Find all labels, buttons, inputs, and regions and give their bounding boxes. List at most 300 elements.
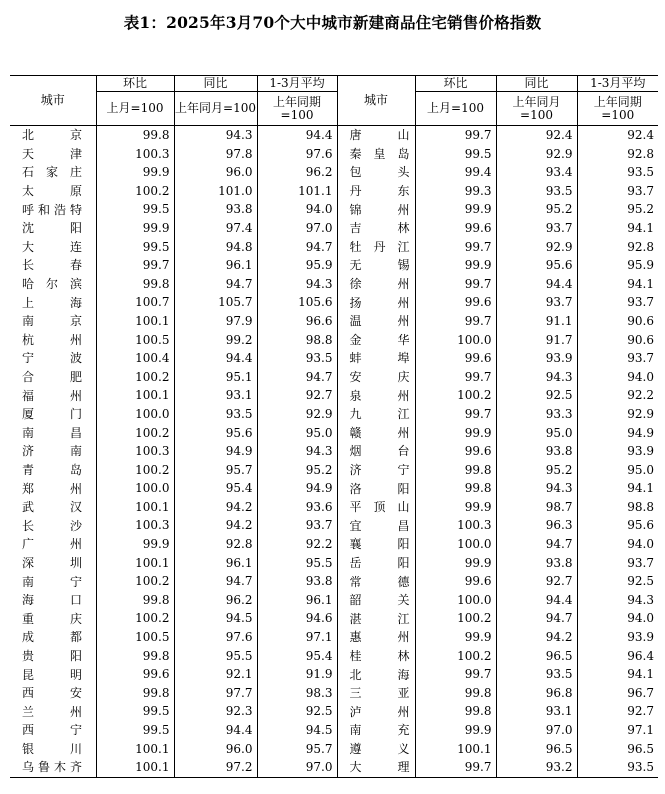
avg-value-left: 97.0 — [257, 758, 337, 777]
yoy-value-left: 101.0 — [174, 182, 257, 201]
avg-value-right: 96.4 — [577, 647, 658, 666]
city-header-right: 城市 — [337, 76, 415, 126]
yoy-value-left: 93.8 — [174, 200, 257, 219]
mom-value-left: 100.1 — [96, 498, 174, 517]
city-cell-right — [337, 256, 415, 275]
table-row — [10, 182, 658, 201]
yoy-value-left: 93.5 — [174, 405, 257, 424]
avg-value-right: 93.9 — [577, 442, 658, 461]
avg-value-left: 93.6 — [257, 498, 337, 517]
avg-value-right: 93.7 — [577, 554, 658, 573]
mom-value-left: 100.2 — [96, 182, 174, 201]
city-cell-right — [337, 684, 415, 703]
yoy-value-right: 94.7 — [496, 535, 577, 554]
avg-value-right: 92.7 — [577, 702, 658, 721]
city-cell-right — [337, 479, 415, 498]
city-name: 重 庆 — [22, 611, 82, 626]
city-cell-left — [10, 182, 96, 201]
mom-value-left: 100.2 — [96, 424, 174, 443]
city-name: 襄 阳 — [349, 537, 410, 552]
city-name: 温 州 — [349, 314, 410, 329]
city-cell-right — [337, 145, 415, 164]
table-row — [10, 275, 658, 294]
avg-value-left: 95.5 — [257, 554, 337, 573]
yoy-value-left: 97.8 — [174, 145, 257, 164]
avg-value-right: 92.4 — [577, 126, 658, 145]
mom-value-right: 99.8 — [415, 684, 496, 703]
mom-value-left: 99.5 — [96, 702, 174, 721]
yoy-value-left: 96.0 — [174, 163, 257, 182]
city-cell-left — [10, 256, 96, 275]
avg-value-right: 92.8 — [577, 145, 658, 164]
avg-value-left: 92.5 — [257, 702, 337, 721]
city-name: 郑 州 — [22, 481, 82, 496]
mom-value-right: 99.8 — [415, 702, 496, 721]
table-row — [10, 163, 658, 182]
yoy-base-left: 上年同月=100 — [174, 92, 257, 126]
city-name: 乌 鲁 木 齐 — [22, 760, 82, 775]
mom-value-right: 99.9 — [415, 721, 496, 740]
city-cell-left — [10, 535, 96, 554]
avg-value-left: 95.4 — [257, 647, 337, 666]
avg-value-left: 94.3 — [257, 275, 337, 294]
mom-value-right: 100.0 — [415, 535, 496, 554]
city-name: 厦 门 — [22, 407, 82, 422]
mom-value-left: 99.9 — [96, 163, 174, 182]
yoy-value-left: 95.7 — [174, 461, 257, 480]
avg-base-left: 上年同期=100 — [257, 92, 337, 126]
city-cell-right — [337, 591, 415, 610]
city-name: 蚌 埠 — [349, 351, 410, 366]
yoy-value-right: 96.5 — [496, 740, 577, 759]
mom-value-left: 99.9 — [96, 219, 174, 238]
city-name: 洛 阳 — [349, 481, 410, 496]
city-cell-right — [337, 182, 415, 201]
avg-header-left: 1-3月平均 — [257, 76, 337, 92]
table-row — [10, 628, 658, 647]
mom-value-left: 99.5 — [96, 721, 174, 740]
city-name: 天 津 — [22, 146, 82, 161]
city-name: 扬 州 — [349, 295, 410, 310]
avg-value-left: 94.0 — [257, 200, 337, 219]
table-row — [10, 145, 658, 164]
mom-value-right: 99.7 — [415, 405, 496, 424]
yoy-value-right: 94.4 — [496, 591, 577, 610]
yoy-value-left: 97.4 — [174, 219, 257, 238]
city-cell-left — [10, 498, 96, 517]
mom-value-right: 99.9 — [415, 424, 496, 443]
yoy-value-right: 93.7 — [496, 293, 577, 312]
avg-value-left: 94.5 — [257, 721, 337, 740]
city-cell-right — [337, 758, 415, 777]
avg-value-right: 96.7 — [577, 684, 658, 703]
header-row-2 — [10, 92, 658, 126]
mom-value-right: 99.7 — [415, 126, 496, 145]
mom-value-left: 99.9 — [96, 535, 174, 554]
yoy-header-right: 同比 — [496, 76, 577, 92]
table-row — [10, 424, 658, 443]
table-row — [10, 256, 658, 275]
avg-value-right: 94.1 — [577, 665, 658, 684]
avg-value-right: 93.7 — [577, 182, 658, 201]
mom-value-left: 100.5 — [96, 331, 174, 350]
avg-value-right: 95.9 — [577, 256, 658, 275]
table-row — [10, 331, 658, 350]
yoy-value-right: 93.3 — [496, 405, 577, 424]
city-cell-left — [10, 758, 96, 777]
city-name: 宁 波 — [22, 351, 82, 366]
yoy-value-left: 94.4 — [174, 349, 257, 368]
mom-value-right: 99.7 — [415, 238, 496, 257]
city-cell-right — [337, 628, 415, 647]
yoy-value-right: 95.2 — [496, 200, 577, 219]
city-cell-left — [10, 628, 96, 647]
mom-value-right: 100.2 — [415, 647, 496, 666]
yoy-value-right: 93.5 — [496, 665, 577, 684]
city-cell-left — [10, 349, 96, 368]
yoy-value-left: 92.1 — [174, 665, 257, 684]
city-name: 九 江 — [349, 407, 410, 422]
city-name: 丹 东 — [349, 184, 410, 199]
avg-value-right: 94.3 — [577, 591, 658, 610]
city-cell-left — [10, 219, 96, 238]
city-cell-right — [337, 516, 415, 535]
city-cell-left — [10, 461, 96, 480]
yoy-value-left: 94.8 — [174, 238, 257, 257]
avg-value-left: 98.3 — [257, 684, 337, 703]
avg-value-right: 94.0 — [577, 609, 658, 628]
city-name: 北 京 — [22, 128, 82, 143]
table-row — [10, 554, 658, 573]
avg-value-left: 95.9 — [257, 256, 337, 275]
city-name: 合 肥 — [22, 370, 82, 385]
yoy-value-right: 93.8 — [496, 554, 577, 573]
yoy-value-left: 94.9 — [174, 442, 257, 461]
avg-value-left: 94.6 — [257, 609, 337, 628]
city-name: 西 安 — [22, 686, 82, 701]
yoy-value-right: 92.4 — [496, 126, 577, 145]
city-cell-right — [337, 498, 415, 517]
city-cell-left — [10, 554, 96, 573]
avg-value-left: 95.7 — [257, 740, 337, 759]
city-cell-left — [10, 516, 96, 535]
city-name: 深 圳 — [22, 555, 82, 570]
mom-value-right: 100.2 — [415, 386, 496, 405]
mom-value-left: 100.1 — [96, 386, 174, 405]
city-cell-right — [337, 331, 415, 350]
city-cell-left — [10, 479, 96, 498]
avg-value-left: 97.6 — [257, 145, 337, 164]
city-name: 唐 山 — [349, 128, 410, 143]
mom-value-left: 99.8 — [96, 126, 174, 145]
yoy-value-left: 96.0 — [174, 740, 257, 759]
avg-value-right: 95.2 — [577, 200, 658, 219]
city-cell-right — [337, 554, 415, 573]
city-cell-right — [337, 702, 415, 721]
city-cell-left — [10, 572, 96, 591]
mom-value-left: 100.0 — [96, 405, 174, 424]
city-name: 青 岛 — [22, 462, 82, 477]
mom-value-right: 100.3 — [415, 516, 496, 535]
city-cell-right — [337, 461, 415, 480]
mom-base-right: 上月=100 — [415, 92, 496, 126]
city-cell-right — [337, 126, 415, 145]
mom-value-left: 100.2 — [96, 461, 174, 480]
mom-value-left: 100.1 — [96, 740, 174, 759]
avg-value-right: 92.5 — [577, 572, 658, 591]
mom-value-right: 99.9 — [415, 628, 496, 647]
yoy-value-left: 94.2 — [174, 498, 257, 517]
header-row-1 — [10, 76, 658, 92]
mom-value-right: 100.2 — [415, 609, 496, 628]
city-name: 沈 阳 — [22, 221, 82, 236]
city-name: 北 海 — [349, 667, 410, 682]
mom-value-right: 99.6 — [415, 442, 496, 461]
mom-value-right: 99.9 — [415, 554, 496, 573]
yoy-value-left: 99.2 — [174, 331, 257, 350]
yoy-value-right: 96.8 — [496, 684, 577, 703]
yoy-value-right: 93.8 — [496, 442, 577, 461]
city-name: 湛 江 — [349, 611, 410, 626]
table-row — [10, 684, 658, 703]
mom-header-left: 环比 — [96, 76, 174, 92]
yoy-value-right: 93.9 — [496, 349, 577, 368]
mom-value-right: 99.7 — [415, 275, 496, 294]
yoy-value-right: 94.3 — [496, 479, 577, 498]
avg-value-left: 94.3 — [257, 442, 337, 461]
mom-value-left: 100.2 — [96, 572, 174, 591]
city-name: 南 宁 — [22, 574, 82, 589]
city-name: 福 州 — [22, 388, 82, 403]
mom-value-left: 100.0 — [96, 479, 174, 498]
mom-value-right: 99.7 — [415, 665, 496, 684]
yoy-value-left: 97.2 — [174, 758, 257, 777]
city-cell-left — [10, 702, 96, 721]
avg-value-right: 93.5 — [577, 758, 658, 777]
table-row — [10, 238, 658, 257]
city-cell-right — [337, 293, 415, 312]
city-name: 泉 州 — [349, 388, 410, 403]
city-cell-left — [10, 405, 96, 424]
city-cell-right — [337, 740, 415, 759]
yoy-value-right: 95.2 — [496, 461, 577, 480]
avg-value-left: 95.2 — [257, 461, 337, 480]
avg-value-left: 91.9 — [257, 665, 337, 684]
city-cell-left — [10, 665, 96, 684]
city-name: 大 连 — [22, 239, 82, 254]
city-name: 秦 皇 岛 — [349, 146, 410, 161]
city-cell-right — [337, 200, 415, 219]
mom-value-right: 100.1 — [415, 740, 496, 759]
mom-value-left: 99.8 — [96, 275, 174, 294]
city-cell-left — [10, 163, 96, 182]
mom-value-right: 99.7 — [415, 312, 496, 331]
yoy-value-left: 95.6 — [174, 424, 257, 443]
avg-value-left: 97.1 — [257, 628, 337, 647]
yoy-value-right: 93.2 — [496, 758, 577, 777]
city-name: 包 头 — [349, 165, 410, 180]
city-cell-left — [10, 684, 96, 703]
mom-header-right: 环比 — [415, 76, 496, 92]
yoy-value-left: 95.4 — [174, 479, 257, 498]
city-name: 大 理 — [349, 760, 410, 775]
table-row — [10, 461, 658, 480]
yoy-value-left: 94.7 — [174, 572, 257, 591]
yoy-value-right: 93.5 — [496, 182, 577, 201]
yoy-value-left: 97.7 — [174, 684, 257, 703]
city-name: 石 家 庄 — [22, 165, 82, 180]
table-row — [10, 386, 658, 405]
city-cell-right — [337, 535, 415, 554]
avg-value-right: 92.9 — [577, 405, 658, 424]
table-body — [10, 126, 658, 778]
yoy-value-right: 94.3 — [496, 368, 577, 387]
table-row — [10, 498, 658, 517]
avg-value-left: 95.0 — [257, 424, 337, 443]
city-cell-right — [337, 647, 415, 666]
avg-value-right: 90.6 — [577, 312, 658, 331]
mom-value-left: 99.8 — [96, 647, 174, 666]
city-cell-right — [337, 219, 415, 238]
mom-value-right: 99.7 — [415, 368, 496, 387]
mom-value-right: 99.9 — [415, 498, 496, 517]
avg-value-left: 97.0 — [257, 219, 337, 238]
mom-value-left: 100.7 — [96, 293, 174, 312]
avg-value-left: 93.5 — [257, 349, 337, 368]
mom-value-left: 100.1 — [96, 758, 174, 777]
mom-value-right: 99.3 — [415, 182, 496, 201]
mom-value-right: 99.4 — [415, 163, 496, 182]
table-row — [10, 572, 658, 591]
city-name: 济 宁 — [349, 462, 410, 477]
mom-value-right: 99.9 — [415, 256, 496, 275]
avg-value-right: 94.0 — [577, 535, 658, 554]
mom-value-right: 99.6 — [415, 219, 496, 238]
yoy-value-right: 96.3 — [496, 516, 577, 535]
city-header-left: 城市 — [10, 76, 96, 126]
city-cell-left — [10, 442, 96, 461]
avg-value-right: 96.5 — [577, 740, 658, 759]
city-name: 长 沙 — [22, 518, 82, 533]
yoy-value-right: 92.9 — [496, 238, 577, 257]
table-row — [10, 349, 658, 368]
price-index-table — [10, 75, 658, 778]
avg-value-right: 98.8 — [577, 498, 658, 517]
city-cell-right — [337, 368, 415, 387]
city-name: 泸 州 — [349, 704, 410, 719]
city-cell-left — [10, 126, 96, 145]
mom-value-left: 100.5 — [96, 628, 174, 647]
avg-base-right: 上年同期=100 — [577, 92, 658, 126]
table-row — [10, 200, 658, 219]
mom-value-right: 99.6 — [415, 349, 496, 368]
mom-value-left: 100.1 — [96, 312, 174, 331]
yoy-value-right: 92.9 — [496, 145, 577, 164]
mom-value-right: 100.0 — [415, 591, 496, 610]
city-cell-left — [10, 275, 96, 294]
yoy-value-right: 95.0 — [496, 424, 577, 443]
city-name: 岳 阳 — [349, 555, 410, 570]
city-cell-left — [10, 238, 96, 257]
city-name: 上 海 — [22, 295, 82, 310]
city-cell-left — [10, 647, 96, 666]
avg-value-left: 94.9 — [257, 479, 337, 498]
table-row — [10, 721, 658, 740]
city-name: 武 汉 — [22, 500, 82, 515]
avg-value-right: 92.2 — [577, 386, 658, 405]
avg-value-left: 93.7 — [257, 516, 337, 535]
yoy-value-left: 105.7 — [174, 293, 257, 312]
mom-value-left: 99.5 — [96, 200, 174, 219]
mom-value-right: 99.5 — [415, 145, 496, 164]
table-row — [10, 293, 658, 312]
avg-value-left: 101.1 — [257, 182, 337, 201]
city-name: 惠 州 — [349, 630, 410, 645]
city-name: 烟 台 — [349, 444, 410, 459]
avg-value-right: 94.9 — [577, 424, 658, 443]
table-row — [10, 126, 658, 145]
avg-value-left: 92.2 — [257, 535, 337, 554]
city-cell-right — [337, 163, 415, 182]
avg-value-right: 97.1 — [577, 721, 658, 740]
yoy-value-left: 94.3 — [174, 126, 257, 145]
table-row — [10, 591, 658, 610]
yoy-value-right: 92.5 — [496, 386, 577, 405]
city-name: 南 京 — [22, 314, 82, 329]
city-cell-right — [337, 572, 415, 591]
city-name: 昆 明 — [22, 667, 82, 682]
city-name: 金 华 — [349, 332, 410, 347]
yoy-value-right: 94.7 — [496, 609, 577, 628]
mom-value-right: 99.6 — [415, 293, 496, 312]
city-name: 南 充 — [349, 723, 410, 738]
avg-value-right: 93.9 — [577, 628, 658, 647]
table-title: 表1：2025年3月70个大中城市新建商品住宅销售价格指数 — [123, 13, 542, 32]
city-cell-left — [10, 293, 96, 312]
table-row — [10, 368, 658, 387]
avg-value-left: 96.2 — [257, 163, 337, 182]
yoy-value-left: 96.1 — [174, 256, 257, 275]
yoy-base-right: 上年同月=100 — [496, 92, 577, 126]
yoy-value-right: 93.1 — [496, 702, 577, 721]
city-name: 牡 丹 江 — [349, 239, 410, 254]
mom-value-right: 99.7 — [415, 758, 496, 777]
avg-value-right: 94.1 — [577, 275, 658, 294]
city-cell-right — [337, 275, 415, 294]
yoy-value-right: 91.1 — [496, 312, 577, 331]
yoy-value-left: 94.5 — [174, 609, 257, 628]
city-cell-left — [10, 331, 96, 350]
city-cell-left — [10, 368, 96, 387]
yoy-value-right: 95.6 — [496, 256, 577, 275]
city-cell-left — [10, 386, 96, 405]
city-name: 呼 和 浩 特 — [22, 202, 82, 217]
avg-header-right: 1-3月平均 — [577, 76, 658, 92]
table-row — [10, 312, 658, 331]
avg-value-left: 92.9 — [257, 405, 337, 424]
yoy-value-right: 93.4 — [496, 163, 577, 182]
yoy-value-left: 94.2 — [174, 516, 257, 535]
city-name: 成 都 — [22, 630, 82, 645]
avg-value-left: 96.6 — [257, 312, 337, 331]
table-row — [10, 702, 658, 721]
avg-value-right: 95.0 — [577, 461, 658, 480]
city-cell-right — [337, 386, 415, 405]
avg-value-right: 92.8 — [577, 238, 658, 257]
city-cell-right — [337, 609, 415, 628]
yoy-value-right: 93.7 — [496, 219, 577, 238]
city-cell-right — [337, 424, 415, 443]
